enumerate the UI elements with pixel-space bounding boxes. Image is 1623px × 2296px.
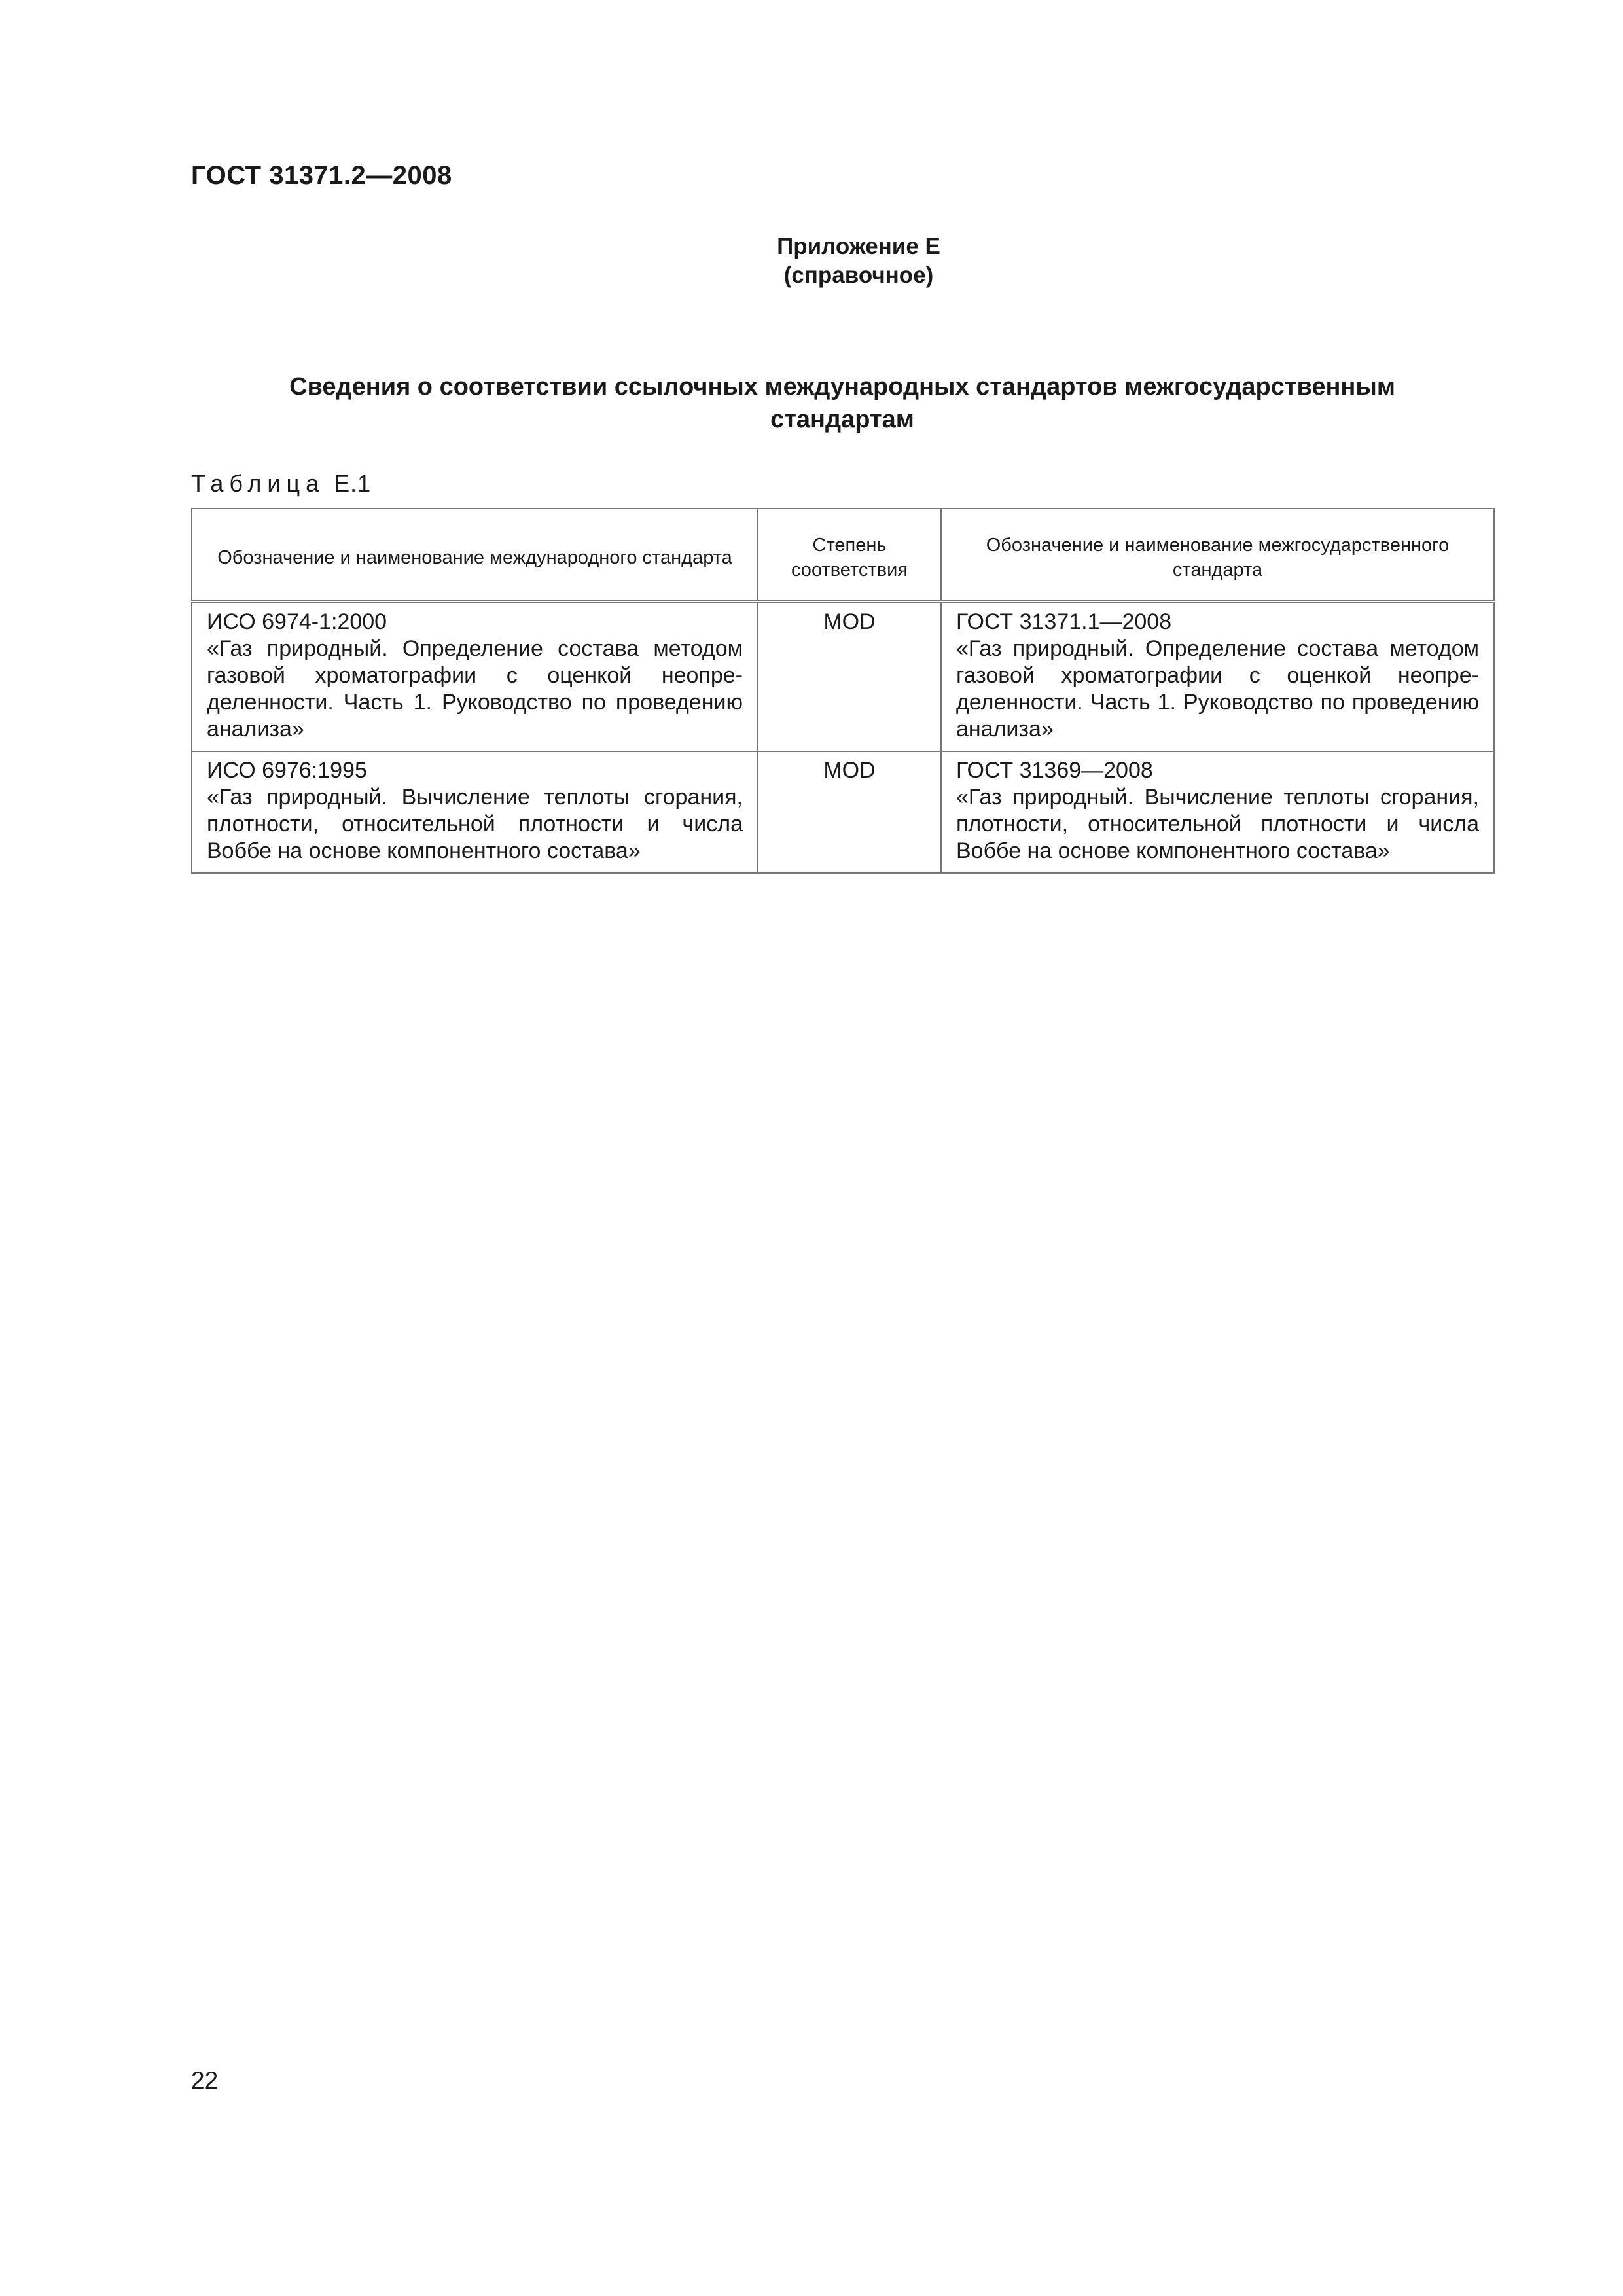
table-row xyxy=(192,751,1494,873)
international-standard-cell xyxy=(192,751,758,873)
table-header-row xyxy=(192,509,1494,601)
correspondence-table xyxy=(191,508,1495,874)
section-title-line-2: стандартам xyxy=(770,406,914,433)
appendix-heading xyxy=(682,232,1035,290)
section-title xyxy=(191,370,1493,436)
interstate-standard-code: ГОСТ 31369—2008 xyxy=(956,758,1153,783)
header-international-standard: Обозначение и наименование международного стандарта xyxy=(192,509,758,601)
section-title-line-1: Сведения о соответствии ссылочных международных стандартов межгосударственным xyxy=(289,373,1395,401)
international-standard-name: «Газ природный. Определение состава методом газовой хроматографии с оценкой неопределенности. Часть 1. Руководство по проведению анализа» xyxy=(207,636,743,742)
header-interstate-standard: Обозначение и наименование межгосударственного стандарта xyxy=(941,509,1494,601)
international-standard-name: «Газ природный. Вычисление теплоты сгорания, плотности, относительной плотности и числа Воббе на основе компонентного состава» xyxy=(207,785,743,863)
degree-of-correspondence: MOD xyxy=(758,751,941,873)
interstate-standard-name: «Газ природный. Определение состава методом газовой хроматографии с оценкой неопределенности. Часть 1. Руководство по проведению анализа» xyxy=(956,636,1479,742)
document-code: ГОСТ 31371.2—2008 xyxy=(191,161,452,190)
table-caption xyxy=(191,470,371,497)
page-number: 22 xyxy=(191,2067,219,2094)
appendix-status: (справочное) xyxy=(783,262,934,288)
table-caption-number: Е.1 xyxy=(334,470,372,497)
international-standard-code: ИСО 6976:1995 xyxy=(207,758,367,783)
interstate-standard-cell xyxy=(941,751,1494,873)
appendix-title: Приложение E xyxy=(777,234,940,259)
international-standard-code: ИСО 6974-1:2000 xyxy=(207,609,387,634)
header-degree-of-correspondence: Степень соответствия xyxy=(758,509,941,601)
interstate-standard-name: «Газ природный. Вычисление теплоты сгорания, плотности, относительной плотности и числа Воббе на основе компонентного состава» xyxy=(956,785,1479,863)
international-standard-cell xyxy=(192,601,758,751)
interstate-standard-cell xyxy=(941,601,1494,751)
table-row xyxy=(192,601,1494,751)
table-caption-word: Таблица xyxy=(191,470,325,497)
degree-of-correspondence: MOD xyxy=(758,601,941,751)
interstate-standard-code: ГОСТ 31371.1—2008 xyxy=(956,609,1172,634)
